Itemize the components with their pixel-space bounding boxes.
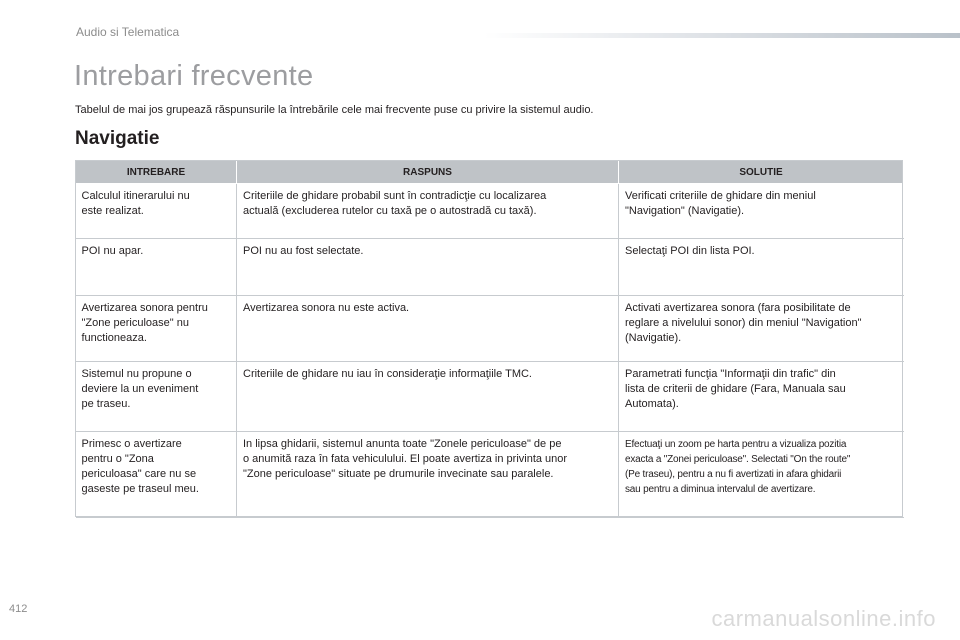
column-header-question: INTREBARE: [76, 161, 237, 184]
solution-cell: Efectuaţi un zoom pe harta pentru a vizualiza pozitia exacta a "Zonei periculoase". Selectati "On the route" (Pe traseu), pentru a nu fi avertizati in afara ghidarii sau pentru a diminua intervalul de avertizare.: [619, 432, 904, 518]
question-cell: Calculul itinerarului nu este realizat.: [76, 184, 237, 239]
solution-cell: Activati avertizarea sonora (fara posibilitate de reglare a nivelului sonor) din meniul "Navigation" (Navigatie).: [619, 296, 904, 362]
solution-cell: Parametrati funcţia "Informaţii din trafic" din lista de criterii de ghidare (Fara, Manuala sau Automata).: [619, 362, 904, 432]
answer-cell: Criteriile de ghidare nu iau în consideraţie informaţiile TMC.: [237, 362, 619, 432]
intro-text: Tabelul de mai jos grupează răspunsurile la întrebările cele mai frecvente puse cu privire la sistemul audio.: [75, 104, 594, 116]
column-header-answer: RASPUNS: [237, 161, 619, 184]
solution-cell: Selectaţi POI din lista POI.: [619, 239, 904, 296]
watermark: carmanualsonline.info: [711, 606, 936, 631]
answer-cell: POI nu au fost selectate.: [237, 239, 619, 296]
question-cell: Sistemul nu propune o deviere la un eveniment pe traseu.: [76, 362, 237, 432]
table-row: [76, 432, 904, 518]
question-cell: Primesc o avertizare pentru o "Zona periculoasa" care nu se gaseste pe traseul meu.: [76, 432, 237, 518]
solution-cell: Verificati criteriile de ghidare din meniul "Navigation" (Navigatie).: [619, 184, 904, 239]
section-heading: Navigatie: [75, 128, 160, 149]
table-header-row: [76, 161, 904, 184]
answer-cell: Criteriile de ghidare probabil sunt în contradicţie cu localizarea actuală (excluderea rutelor cu taxă pe o autostradă cu taxă).: [237, 184, 619, 239]
table-row: [76, 239, 904, 296]
column-header-solution: SOLUTIE: [619, 161, 904, 184]
header-rule: [484, 33, 960, 38]
question-cell: Avertizarea sonora pentru "Zone periculoase" nu functioneaza.: [76, 296, 237, 362]
table-row: [76, 296, 904, 362]
table-row: [76, 184, 904, 239]
section-label: Audio si Telematica: [76, 25, 180, 39]
page-title: Intrebari frecvente: [74, 60, 314, 92]
answer-cell: In lipsa ghidarii, sistemul anunta toate "Zonele periculoase" de pe o anumită raza în fata vehiculului. El poate avertiza in privinta unor "Zone periculoase" situate pe drumurile invecinate sau paralele.: [237, 432, 619, 518]
table-row: [76, 362, 904, 432]
page-number: 412: [9, 603, 28, 615]
answer-cell: Avertizarea sonora nu este activa.: [237, 296, 619, 362]
question-cell: POI nu apar.: [76, 239, 237, 296]
faq-table: [75, 160, 904, 518]
